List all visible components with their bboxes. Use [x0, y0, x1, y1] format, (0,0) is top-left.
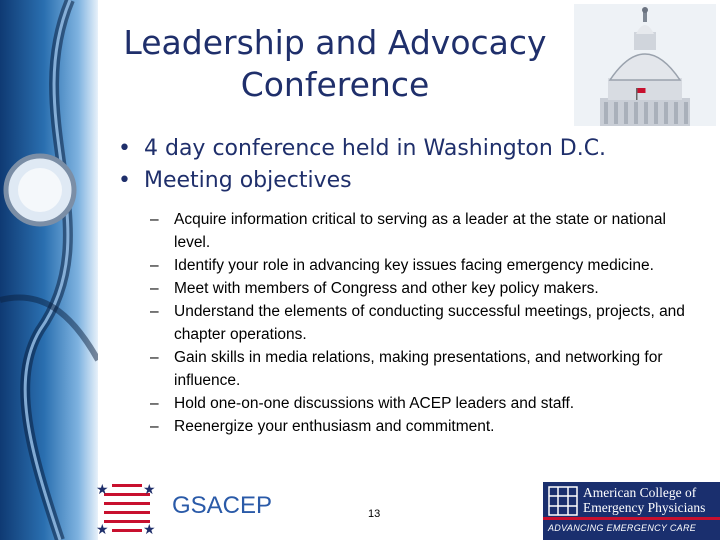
svg-text:★: ★ — [143, 482, 156, 498]
capitol-dome-photo — [574, 4, 716, 126]
objective-item: – Gain skills in media relations, making presentations, and networking for influence. — [150, 346, 690, 392]
acep-tagline: ADVANCING EMERGENCY CARE — [548, 523, 697, 533]
objective-item: – Hold one-on-one discussions with ACEP leaders and staff. — [150, 392, 690, 415]
dash-icon: – — [150, 349, 159, 366]
objective-item: – Identify your role in advancing key issues facing emergency medicine. — [150, 254, 690, 277]
flag-stars-logo — [96, 480, 158, 538]
page-number: 13 — [368, 508, 381, 520]
svg-text:★: ★ — [96, 482, 109, 498]
bullet-item: • Meeting objectives — [114, 165, 694, 197]
acep-logo — [543, 482, 720, 540]
acep-name-line-2: Emergency Physicians — [583, 500, 706, 515]
dash-icon: – — [150, 303, 159, 320]
dash-icon: – — [150, 395, 159, 412]
objectives-list — [150, 208, 690, 438]
main-bullet-list — [114, 133, 694, 197]
dash-icon: – — [150, 418, 159, 435]
objective-item: – Meet with members of Congress and other key policy makers. — [150, 277, 690, 300]
acep-divider — [543, 517, 720, 520]
acep-grid-logo — [548, 486, 578, 516]
svg-text:★: ★ — [143, 522, 156, 538]
stethoscope-decoration — [0, 0, 98, 540]
acep-name — [583, 485, 705, 515]
objective-item: – Understand the elements of conducting successful meetings, projects, and chapter operations. — [150, 300, 690, 346]
title-line-1: Leadership and Advocacy — [123, 23, 547, 62]
bullet-dot-icon: • — [118, 136, 131, 161]
bullet-dot-icon: • — [118, 168, 131, 193]
objective-item: – Reenergize your enthusiasm and commitment. — [150, 415, 690, 438]
title-line-2: Conference — [240, 65, 430, 104]
svg-text:★: ★ — [96, 522, 109, 538]
dash-icon: – — [150, 280, 159, 297]
dash-icon: – — [150, 257, 159, 274]
dash-icon: – — [150, 211, 159, 228]
gsacep-label: GSACEP — [172, 492, 273, 519]
objective-item: – Acquire information critical to serving as a leader at the state or national level. — [150, 208, 690, 254]
bullet-item: • 4 day conference held in Washington D.C. — [114, 133, 694, 165]
acep-name-line-1: American College of — [583, 485, 697, 500]
slide-title — [110, 22, 560, 106]
